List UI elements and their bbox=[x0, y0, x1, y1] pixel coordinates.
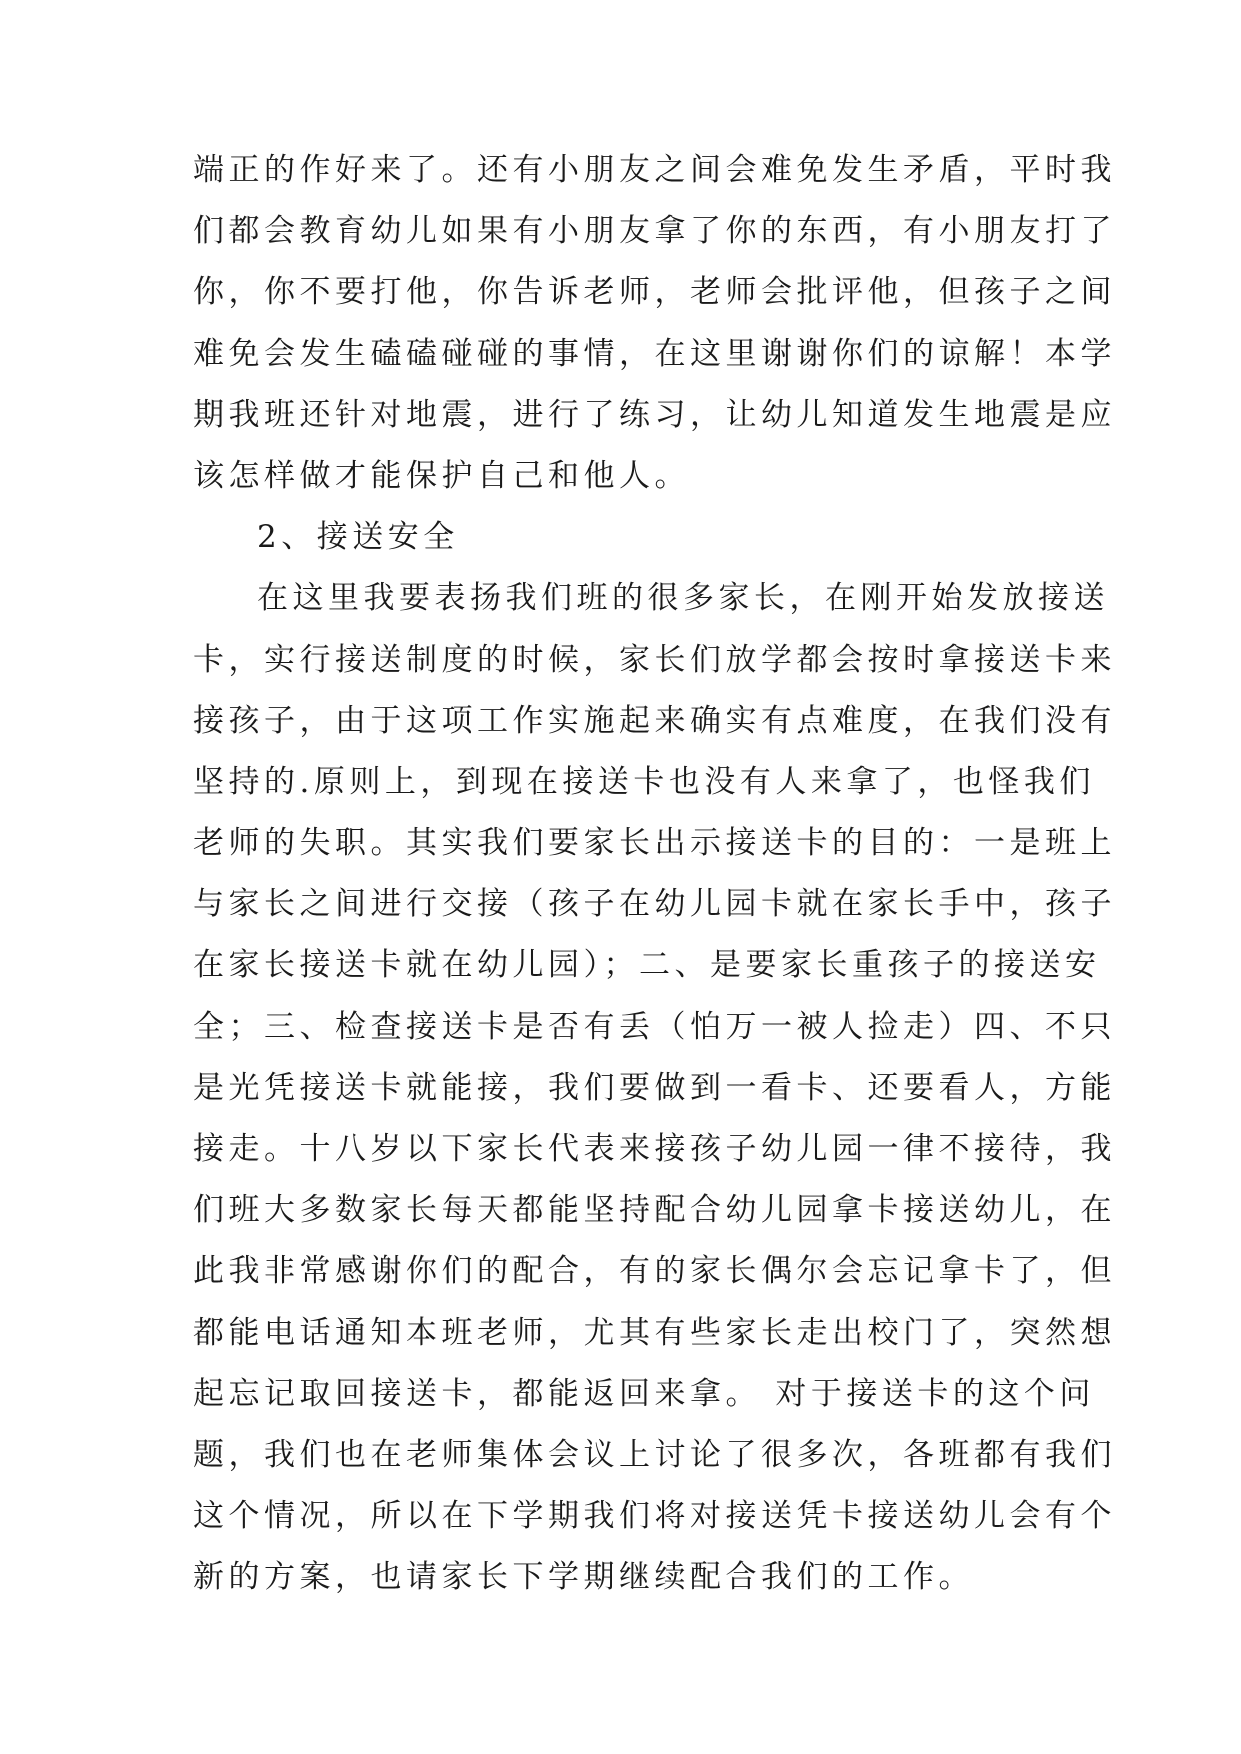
paragraph-line: 你，你不要打他，你告诉老师，老师会批评他，但孩子之间 bbox=[193, 274, 1116, 311]
paragraph-line: 题，我们也在老师集体会议上讨论了很多次，各班都有我们 bbox=[193, 1436, 1116, 1473]
paragraph-line: 都能电话通知本班老师，尤其有些家长走出校门了，突然想 bbox=[193, 1314, 1116, 1351]
paragraph-line: 接走。十八岁以下家长代表来接孩子幼儿园一律不接待，我 bbox=[193, 1131, 1116, 1167]
paragraph-line-indented: 在这里我要表扬我们班的很多家长，在刚开始发放接送 bbox=[257, 580, 1109, 617]
paragraph-line: 接孩子，由于这项工作实施起来确实有点难度，在我们没有 bbox=[193, 702, 1116, 739]
paragraph-line: 老师的失职。其实我们要家长出示接送卡的目的：一是班上 bbox=[193, 825, 1116, 862]
paragraph-line: 全；三、检查接送卡是否有丢（怕万一被人捡走）四、不只 bbox=[193, 1008, 1116, 1045]
document-body bbox=[193, 140, 1116, 1609]
paragraph-line: 难免会发生磕磕碰碰的事情，在这里谢谢你们的谅解！本学 bbox=[193, 335, 1116, 372]
paragraph-line: 坚持的.原则上，到现在接送卡也没有人来拿了，也怪我们 bbox=[193, 763, 1095, 800]
paragraph-line: 在家长接送卡就在幼儿园）；二、是要家长重孩子的接送安 bbox=[193, 947, 1101, 984]
paragraph-line: 与家长之间进行交接（孩子在幼儿园卡就在家长手中，孩子 bbox=[193, 886, 1116, 923]
paragraph-line: 该怎样做才能保护自己和他人。 bbox=[193, 457, 690, 494]
paragraph-line: 新的方案，也请家长下学期继续配合我们的工作。 bbox=[193, 1559, 974, 1596]
paragraph-line: 端正的作好来了。还有小朋友之间会难免发生矛盾，平时我 bbox=[193, 152, 1116, 188]
paragraph-line: 们都会教育幼儿如果有小朋友拿了你的东西，有小朋友打了 bbox=[193, 213, 1116, 250]
paragraph-line: 们班大多数家长每天都能坚持配合幼儿园拿卡接送幼儿，在 bbox=[193, 1192, 1116, 1229]
paragraph-line: 是光凭接送卡就能接，我们要做到一看卡、还要看人，方能 bbox=[193, 1069, 1116, 1106]
paragraph-line: 卡，实行接送制度的时候，家长们放学都会按时拿接送卡来 bbox=[193, 641, 1116, 678]
paragraph-line: 起忘记取回接送卡，都能返回来拿。 对于接送卡的这个问 bbox=[193, 1375, 1095, 1412]
paragraph-line-indented: 2、接送安全 bbox=[257, 519, 459, 556]
paragraph-line: 此我非常感谢你们的配合，有的家长偶尔会忘记拿卡了，但 bbox=[193, 1253, 1116, 1290]
paragraph-line: 这个情况，所以在下学期我们将对接送凭卡接送幼儿会有个 bbox=[193, 1498, 1116, 1535]
paragraph-line: 期我班还针对地震，进行了练习，让幼儿知道发生地震是应 bbox=[193, 396, 1116, 433]
